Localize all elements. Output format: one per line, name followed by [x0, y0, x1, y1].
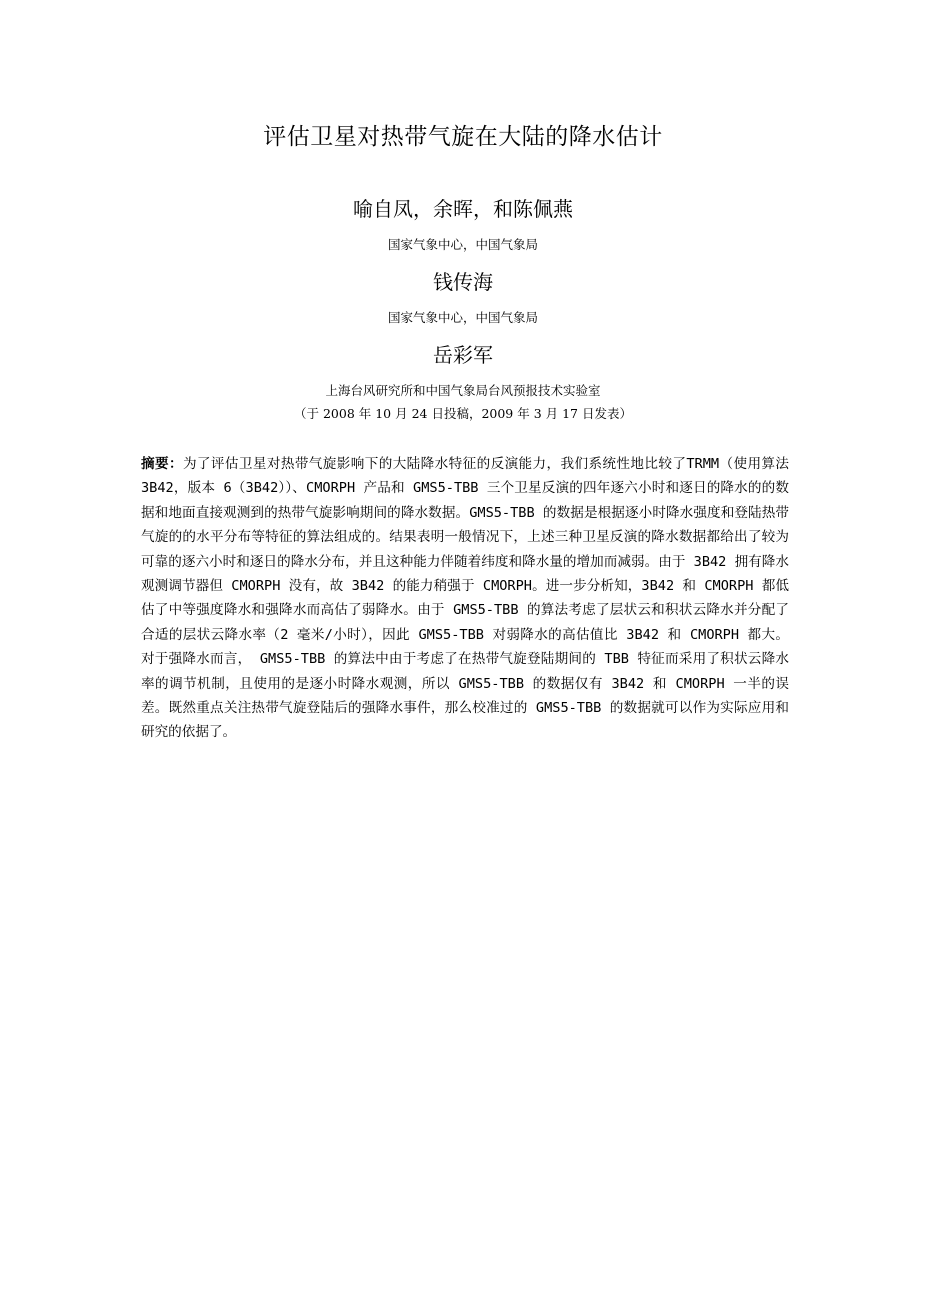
author-line-2: 钱传海 [433, 270, 493, 294]
abstract-label: 摘要： [141, 456, 183, 472]
abstract [141, 452, 789, 745]
submission-dates: （于 2008 年 10 月 24 日投稿，2009 年 3 月 17 日发表） [293, 406, 632, 421]
affiliation-line-2: 国家气象中心，中国气象局 [387, 310, 538, 325]
paper-title: 评估卫星对热带气旋在大陆的降水估计 [263, 124, 663, 150]
abstract-text: 为了评估卫星对热带气旋影响下的大陆降水特征的反演能力，我们系统性地比较了TRMM（使用算法 3B42，版本 6（3B42））、CMORPH 产品和 GMS5-TBB 三个卫星反演的四年逐六小时和逐日的降水的的数据和地面直接观测到的热带气旋影响期间的降水数据。GMS5-TBB 的数据是根据逐小时降水强度和登陆热带气旋的的水平分布等特征的算法组成的。结果表明一般情况下，上述三种卫星反演的降水数据都给出了较为可靠的逐六小时和逐日的降水分布，并且这种能力伴随着纬度和降水量的增加而减弱。由于 3B42 拥有降水观测调节器但 CMORPH 没有，故 3B42 的能力稍强于 CMORPH。进一步分析知，3B42 和 CMORPH 都低估了中等强度降水和强降水而高估了弱降水。由于 GMS5-TBB 的算法考虑了层状云和积状云降水并分配了合适的层状云降水率（2 毫米/小时），因此 GMS5-TBB 对弱降水的高估值比 3B42 和 CMORPH 都大。对于强降水而言， GMS5-TBB 的算法中由于考虑了在热带气旋登陆期间的 TBB 特征而采用了积状云降水率的调节机制，且使用的是逐小时降水观测，所以 GMS5-TBB 的数据仅有 3B42 和 CMORPH 一半的误差。既然重点关注热带气旋登陆后的强降水事件，那么校准过的 GMS5-TBB 的数据就可以作为实际应用和研究的依据了。 [141, 456, 790, 741]
author-line-1: 喻自凤，余晖，和陈佩燕 [353, 197, 573, 221]
affiliation-line-1: 国家气象中心，中国气象局 [387, 237, 538, 252]
affiliation-line-3: 上海台风研究所和中国气象局台风预报技术实验室 [325, 383, 601, 398]
author-line-3: 岳彩军 [433, 343, 493, 367]
